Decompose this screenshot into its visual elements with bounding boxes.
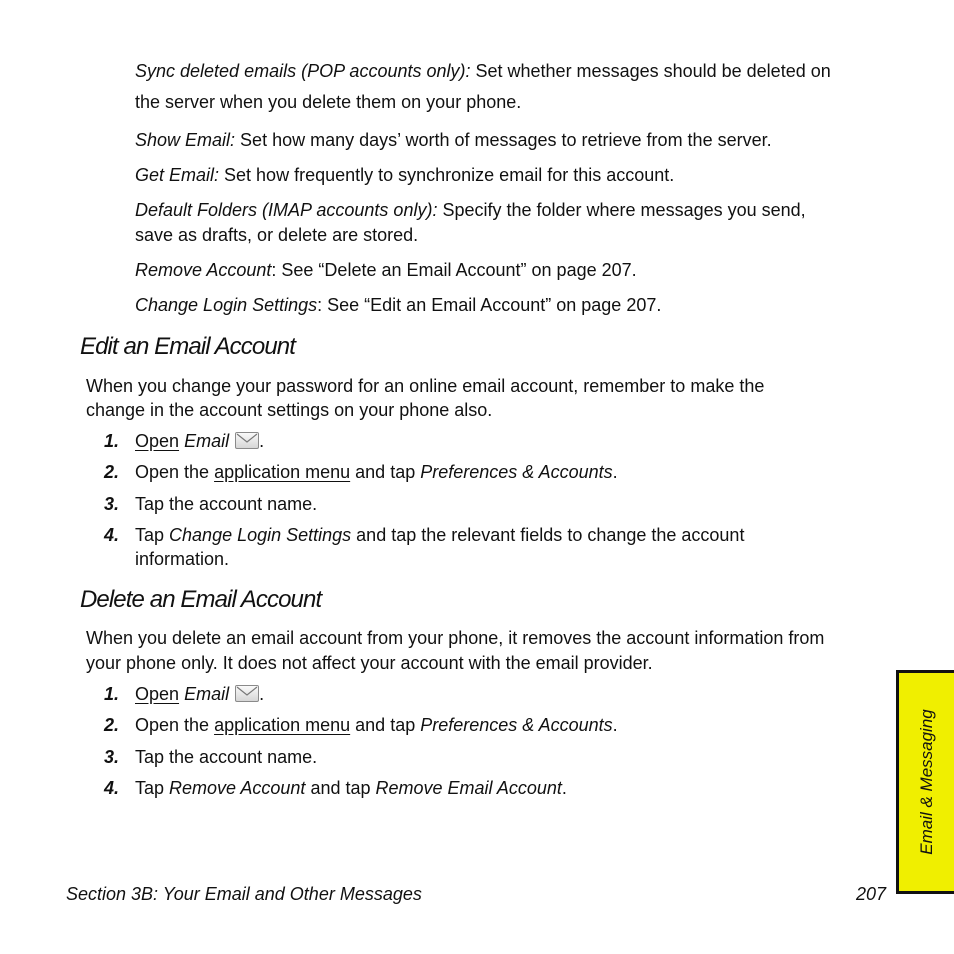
change-login-settings-label: Change Login Settings: [169, 525, 352, 545]
envelope-icon: [235, 685, 259, 702]
delete-step-1: Open Email .: [135, 684, 265, 704]
setting-label: Get Email:: [135, 165, 220, 185]
setting-text: Specify the folder where messages you send,: [437, 200, 806, 220]
edit-step-4: Tap Change Login Settings and tap the relevant fields to change the account: [135, 525, 745, 545]
email-app-name: Email: [184, 684, 230, 704]
side-tab-label: Email & Messaging: [916, 709, 936, 855]
application-menu-link[interactable]: application menu: [214, 462, 351, 482]
step-number: 4.: [104, 778, 120, 798]
setting-sync-deleted: [135, 59, 831, 83]
edit-intro-line1: When you change your password for an online email account, remember to make the: [86, 376, 765, 396]
delete-intro-line1: When you delete an email account from your phone, it removes the account information from: [86, 628, 825, 648]
setting-change-login: [135, 293, 661, 317]
delete-step-2: Open the application menu and tap Preferences & Accounts.: [135, 715, 618, 735]
delete-intro-line2: your phone only. It does not affect your account with the email provider.: [86, 653, 653, 673]
setting-default-folders: [135, 198, 806, 222]
setting-text: : See “Delete an Email Account” on page 207.: [271, 260, 637, 280]
open-link[interactable]: Open: [135, 684, 180, 704]
step-number: 4.: [104, 525, 120, 545]
setting-get-email: [135, 163, 674, 187]
setting-text: Set how frequently to synchronize email for this account.: [219, 165, 675, 185]
delete-step-3: Tap the account name.: [135, 747, 318, 767]
step-number: 3.: [104, 494, 120, 514]
setting-label: Remove Account: [135, 260, 272, 280]
preferences-accounts-label: Preferences & Accounts: [420, 715, 613, 735]
setting-show-email: [135, 128, 772, 152]
envelope-icon: [235, 432, 259, 449]
side-tab: [896, 670, 954, 894]
open-link[interactable]: Open: [135, 431, 180, 451]
edit-intro-line2: change in the account settings on your phone also.: [86, 400, 493, 420]
step-number: 1.: [104, 431, 120, 451]
setting-label: Sync deleted emails (POP accounts only):: [135, 61, 471, 81]
email-app-name: Email: [184, 431, 230, 451]
setting-default-folders-cont: save as drafts, or delete are stored.: [135, 225, 419, 245]
step-number: 1.: [104, 684, 120, 704]
remove-email-account-label: Remove Email Account: [375, 778, 562, 798]
footer-section: Section 3B: Your Email and Other Messages: [66, 884, 422, 904]
setting-label: Default Folders (IMAP accounts only):: [135, 200, 438, 220]
preferences-accounts-label: Preferences & Accounts: [420, 462, 613, 482]
step-number: 2.: [104, 462, 120, 482]
step-number: 2.: [104, 715, 120, 735]
setting-label: Show Email:: [135, 130, 236, 150]
setting-label: Change Login Settings: [135, 295, 318, 315]
edit-heading: Edit an Email Account: [80, 333, 295, 360]
delete-heading: Delete an Email Account: [80, 586, 322, 613]
setting-text: Set how many days’ worth of messages to retrieve from the server.: [235, 130, 772, 150]
edit-step-1: Open Email .: [135, 431, 265, 451]
delete-step-4: Tap Remove Account and tap Remove Email Account.: [135, 778, 567, 798]
edit-step-4-cont: information.: [135, 549, 230, 569]
edit-step-3: Tap the account name.: [135, 494, 318, 514]
application-menu-link[interactable]: application menu: [214, 715, 351, 735]
edit-step-2: Open the application menu and tap Preferences & Accounts.: [135, 462, 618, 482]
setting-text: Set whether messages should be deleted on: [470, 61, 831, 81]
step-number: 3.: [104, 747, 120, 767]
remove-account-label: Remove Account: [169, 778, 306, 798]
setting-sync-deleted-cont: the server when you delete them on your phone.: [135, 92, 522, 112]
page-number: 207: [856, 884, 887, 904]
setting-text: : See “Edit an Email Account” on page 207.: [317, 295, 662, 315]
setting-remove-account: [135, 258, 637, 282]
